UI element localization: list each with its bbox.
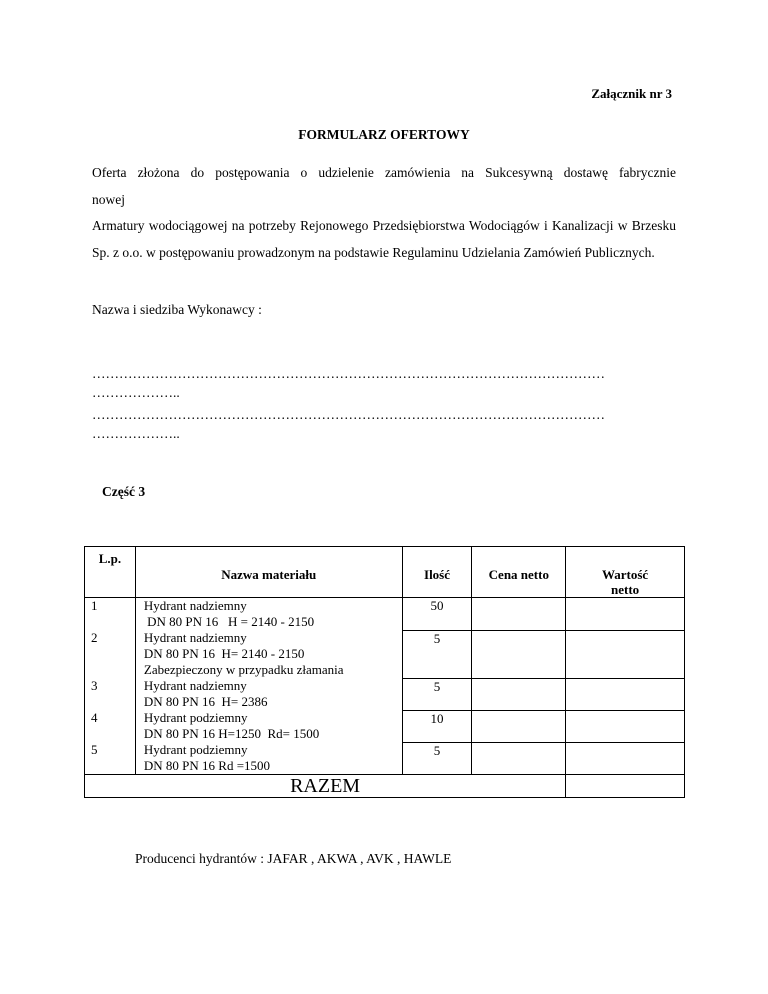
row-name-line: Hydrant nadziemny bbox=[143, 598, 247, 613]
header-value-line1: Wartość bbox=[601, 567, 649, 582]
header-value bbox=[566, 547, 685, 598]
row-qty: 5 bbox=[402, 742, 472, 775]
dotted-line-short: ……………….. bbox=[92, 426, 180, 441]
annex-label: Załącznik nr 3 bbox=[591, 86, 672, 101]
materials-table bbox=[84, 546, 685, 798]
part-heading: Część 3 bbox=[102, 484, 146, 499]
row-lp: 4 bbox=[85, 710, 136, 742]
contractor-address-field[interactable] bbox=[92, 405, 676, 443]
intro-line-1: Oferta złożona do postępowania o udzielenie zamówienia na Sukcesywną dostawę fabrycznie bbox=[92, 165, 676, 180]
row-qty: 5 bbox=[402, 630, 472, 678]
row-name bbox=[135, 598, 402, 631]
row-name-line: DN 80 PN 16 H=1250 Rd= 1500 bbox=[143, 726, 320, 741]
row-price-cell[interactable] bbox=[472, 742, 566, 775]
row-name-line: Hydrant nadziemny bbox=[143, 678, 247, 693]
intro-line-2: nowej bbox=[92, 191, 125, 207]
table-row bbox=[85, 630, 685, 678]
row-value-cell[interactable] bbox=[566, 630, 685, 678]
row-name bbox=[135, 678, 402, 710]
row-name-line: Zabezpieczony w przypadku złamania bbox=[143, 662, 344, 677]
row-value-cell[interactable] bbox=[566, 678, 685, 710]
row-lp: 5 bbox=[85, 742, 136, 775]
total-row bbox=[85, 775, 685, 798]
row-value-cell[interactable] bbox=[566, 742, 685, 775]
header-price: Cena netto bbox=[472, 547, 566, 598]
row-lp: 2 bbox=[85, 630, 136, 678]
row-name-line: DN 80 PN 16 H= 2140 - 2150 bbox=[143, 646, 305, 661]
intro-text bbox=[92, 160, 676, 266]
contractor-name-field[interactable] bbox=[92, 364, 676, 402]
row-value-cell[interactable] bbox=[566, 710, 685, 742]
row-price-cell[interactable] bbox=[472, 710, 566, 742]
header-qty: Ilość bbox=[402, 547, 472, 598]
header-lp: L.p. bbox=[85, 547, 136, 598]
row-qty: 10 bbox=[402, 710, 472, 742]
table-row bbox=[85, 742, 685, 775]
header-value-line2: netto bbox=[611, 582, 640, 597]
dotted-line-short: ……………….. bbox=[92, 385, 180, 400]
table-row bbox=[85, 678, 685, 710]
row-name-line: DN 80 PN 16 Rd =1500 bbox=[143, 758, 271, 773]
row-lp: 1 bbox=[85, 598, 136, 631]
document-title: FORMULARZ OFERTOWY bbox=[298, 127, 470, 142]
row-price-cell[interactable] bbox=[472, 598, 566, 631]
row-name-line: Hydrant nadziemny bbox=[143, 630, 247, 645]
row-qty: 50 bbox=[402, 598, 472, 631]
table-row bbox=[85, 710, 685, 742]
row-name bbox=[135, 630, 402, 678]
intro-paragraph: Armatury wodociągowej na potrzeby Rejonowego Przedsiębiorstwa Wodociągów i Kanalizacji w Brzesku Sp. z o.o. w postępowaniu prowadzonym na podstawie Regulaminu Udzielania Zamówień Publicznych. bbox=[92, 218, 676, 260]
row-qty: 5 bbox=[402, 678, 472, 710]
header-name: Nazwa materiału bbox=[135, 547, 402, 598]
contractor-label: Nazwa i siedziba Wykonawcy : bbox=[92, 302, 262, 317]
row-price-cell[interactable] bbox=[472, 630, 566, 678]
row-value-cell[interactable] bbox=[566, 598, 685, 631]
row-name bbox=[135, 742, 402, 775]
dotted-line: …………………………………………………………………………………………………… bbox=[92, 407, 605, 422]
total-value-cell[interactable] bbox=[566, 775, 685, 798]
row-lp: 3 bbox=[85, 678, 136, 710]
dotted-line: …………………………………………………………………………………………………… bbox=[92, 366, 605, 381]
row-price-cell[interactable] bbox=[472, 678, 566, 710]
row-name-line: Hydrant podziemny bbox=[143, 742, 248, 757]
row-name-line: DN 80 PN 16 H = 2140 - 2150 bbox=[143, 614, 315, 629]
row-name-line: Hydrant podziemny bbox=[143, 710, 248, 725]
table-row bbox=[85, 598, 685, 631]
total-label: RAZEM bbox=[85, 775, 566, 798]
producers-note: Producenci hydrantów : JAFAR , AKWA , AVK , HAWLE bbox=[135, 851, 452, 866]
table-header-row bbox=[85, 547, 685, 598]
row-name-line: DN 80 PN 16 H= 2386 bbox=[143, 694, 268, 709]
row-name bbox=[135, 710, 402, 742]
